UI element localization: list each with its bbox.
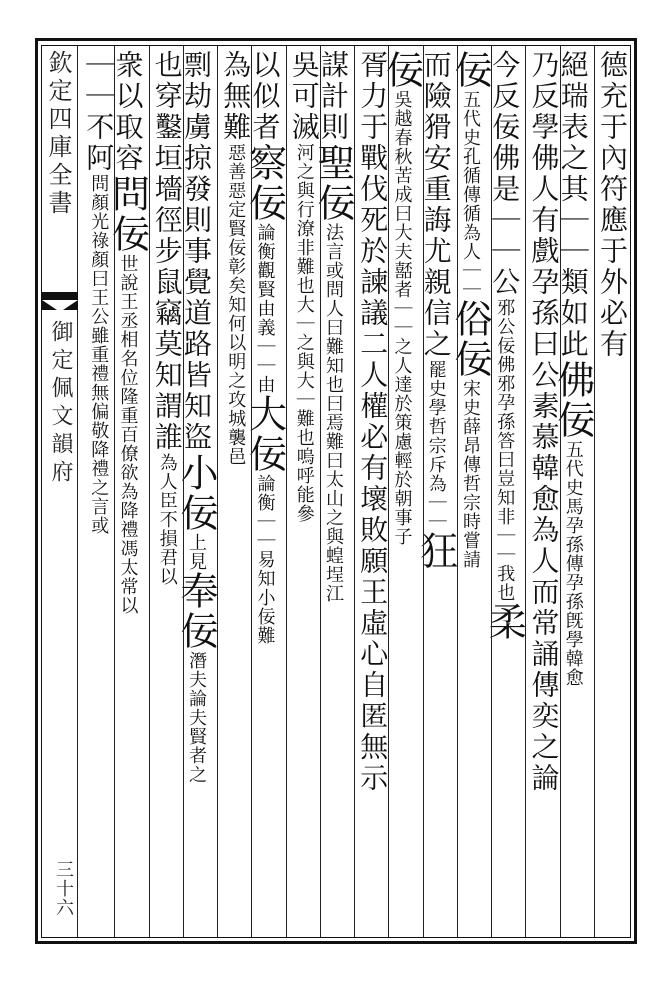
text-column [482, 50, 527, 935]
body-text: ｜｜不阿 [82, 50, 116, 174]
column-rule [594, 46, 595, 937]
text-column [356, 50, 390, 935]
body-text: 也穿鑿垣墻徑步鼠竊莫知謂誰 [150, 50, 184, 453]
body-text: 以似者 [248, 50, 282, 143]
annotation-text: 邪公佞佛邪孕孫答曰豈知非｜｜我也 [494, 298, 516, 602]
body-text: 今反佞佛是｜｜公 [488, 50, 522, 298]
text-column [448, 50, 492, 935]
text-column [242, 50, 287, 935]
margin-top-text: 欽定四庫全書 [44, 50, 72, 218]
text-column [174, 50, 218, 935]
column-rule [491, 46, 492, 937]
headword: 大佞 [242, 394, 287, 474]
annotation-text: 論衡｜｜易知小佞難 [254, 474, 276, 645]
text-column [527, 50, 561, 935]
annotation-text: 論衡觀賢由義｜｜由 [254, 223, 276, 394]
text-column [413, 50, 458, 935]
body-text: 剽劫虜掠發則事覺道路皆知盜 [180, 50, 213, 453]
annotation-text: 五代史馬孕孫傳孕孫旣學韓愈 [562, 440, 584, 687]
headword: 奉佞 [174, 571, 218, 651]
column-rule [114, 46, 115, 937]
annotation-text: 罷史學哲宗斥為｜｜ [425, 360, 447, 531]
annotation-text: 為人臣不損君以 [156, 453, 178, 586]
body-text: 而險猾安重誨尤親信之 [419, 50, 453, 360]
headword: 佞 [448, 50, 492, 90]
annotation-text: 惡善惡定賢佞彰矣 [225, 143, 247, 295]
text-column [105, 50, 150, 935]
annotation-text: 五代史孔循傳循為人｜｜ [460, 90, 481, 299]
body-text: 胥力于戰伐死於諫議二人權必有壞敗願王虛心自匿無示 [356, 50, 390, 794]
annotation-text: 宋史薛昂傳哲宗時嘗請 [460, 379, 481, 569]
body-text: 吳可滅 [287, 50, 321, 143]
column-rule [320, 46, 321, 937]
annotation-text: 潛夫論夫賢者之 [186, 651, 207, 784]
text-column [550, 50, 595, 935]
headword: 佞 [379, 50, 424, 90]
text-column [82, 50, 116, 935]
column-rule [251, 46, 252, 937]
body-text: 謀計則 [317, 50, 350, 143]
column-rule [457, 46, 458, 937]
annotation-text: 上見 [186, 533, 207, 571]
text-column [219, 50, 253, 935]
headword: 問佞 [105, 174, 150, 254]
headword: 柔 [482, 602, 527, 642]
headword: 察佞 [242, 143, 287, 223]
margin-book-title: 御定佩文韻府 [48, 320, 73, 488]
headword: 小佞 [174, 453, 218, 533]
text-column [379, 50, 424, 935]
annotation-text: 世說王丞相名位隆重百僚欲為降禮馮太常以 [117, 254, 139, 615]
fishtail-notch [42, 300, 78, 312]
annotation-text: 知何以明之攻城襲邑 [225, 295, 247, 466]
column-rule [423, 46, 424, 937]
text-column [287, 50, 321, 935]
body-text: 為無難 [219, 50, 253, 143]
annotation-text: 吳越春秋苦成曰大夫嚭者｜｜之人達於策慮輕於朝事子 [391, 90, 413, 546]
text-column [596, 50, 629, 935]
body-text: 德充于內符應于外必有 [596, 50, 629, 360]
column-rule [525, 46, 526, 937]
text-column [311, 50, 355, 935]
headword: 狂 [413, 531, 458, 571]
margin-page-number: 三十六 [53, 860, 74, 917]
body-text: 乃反學佛人有戲孕孫曰公素慕韓愈為人而常誦傳奕之論 [527, 50, 561, 794]
headword: 佛佞 [550, 360, 595, 440]
annotation-text: 問顏光祿顏曰王公雖重禮無偏敬降禮之言或 [88, 174, 110, 535]
body-text: 絕瑞表之其｜｜類如此 [556, 50, 590, 360]
annotation-text: 法言或問人曰難知也曰焉難曰太山之與蝗埕江 [323, 223, 344, 603]
headword: 俗佞 [448, 299, 492, 379]
headword: 聖佞 [311, 143, 355, 223]
body-text: 衆以取容 [111, 50, 145, 174]
text-column [150, 50, 184, 935]
annotation-text: 河之與行潦非難也大｜之與大｜難也嗚呼能參 [293, 143, 315, 523]
